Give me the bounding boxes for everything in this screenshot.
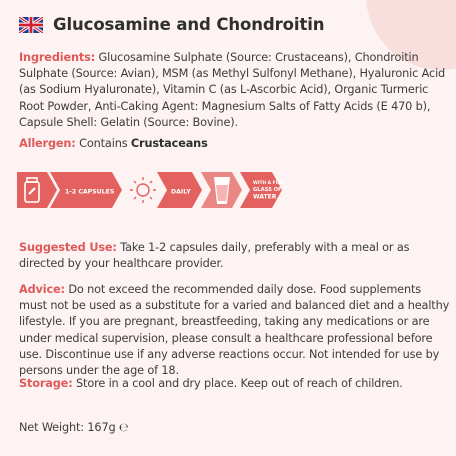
ingredients-section [19,50,451,131]
net-weight-section [19,420,451,436]
allergen-section [19,136,451,152]
storage-text: Store in a cool and dry place. Keep out of reach of children. [76,377,403,390]
net-weight-value: 167g [87,421,116,434]
storage-section [19,376,451,392]
estimated-sign-icon: ℮ [118,421,129,434]
water-line2: GLASS OF [253,187,282,193]
ingredients-label: Ingredients: [19,51,96,64]
uk-flag-icon [19,17,43,33]
storage-label: Storage: [19,377,73,390]
allergen-value: Crustaceans [130,137,208,150]
dosage-strip [17,170,297,210]
water-line3: WATER [253,193,277,201]
suggested-use-section [19,240,451,272]
allergen-label: Allergen: [19,137,76,150]
suggested-use-label: Suggested Use: [19,241,117,254]
allergen-text: Contains [79,137,128,150]
ingredients-text: Glucosamine Sulphate (Source: Crustaceans), Chondroitin Sulphate (Source: Avian), MSM (as Methyl Sulfonyl Methane), Hyaluronic Acid (as Sodium Hyaluronate), Vitamin C (as L-Ascorbic Acid), Organic Turmeric Root Powder, Anti-Caking Agent: Magnesium Salts of Fatty Acids (E 470 b), Capsule Shell: Gelatin (Source: Bovine). [19,51,446,129]
header [19,15,324,34]
daily-label: DAILY [171,188,191,196]
capsules-label: 1-2 CAPSULES [65,188,115,196]
net-weight-label: Net Weight: [19,421,84,434]
suggested-use-text: Take 1-2 capsules daily, preferably with a meal or as directed by your healthcare provider. [19,241,410,271]
water-line1: WITH A FULL [253,181,285,186]
advice-label: Advice: [19,283,65,296]
page-title: Glucosamine and Chondroitin [53,15,325,34]
advice-section [19,282,451,379]
sun-icon [130,177,156,203]
advice-text: Do not exceed the recommended daily dose. Food supplements must not be used as a substitute for a varied and balanced diet and a healthy lifestyle. If you are pregnant, breastfeeding, taking any medications or are under medical supervision, please consult a healthcare professional before use. Discontinue use if any adverse reactions occur. Not intended for use by persons under the age of 18. [19,283,450,378]
